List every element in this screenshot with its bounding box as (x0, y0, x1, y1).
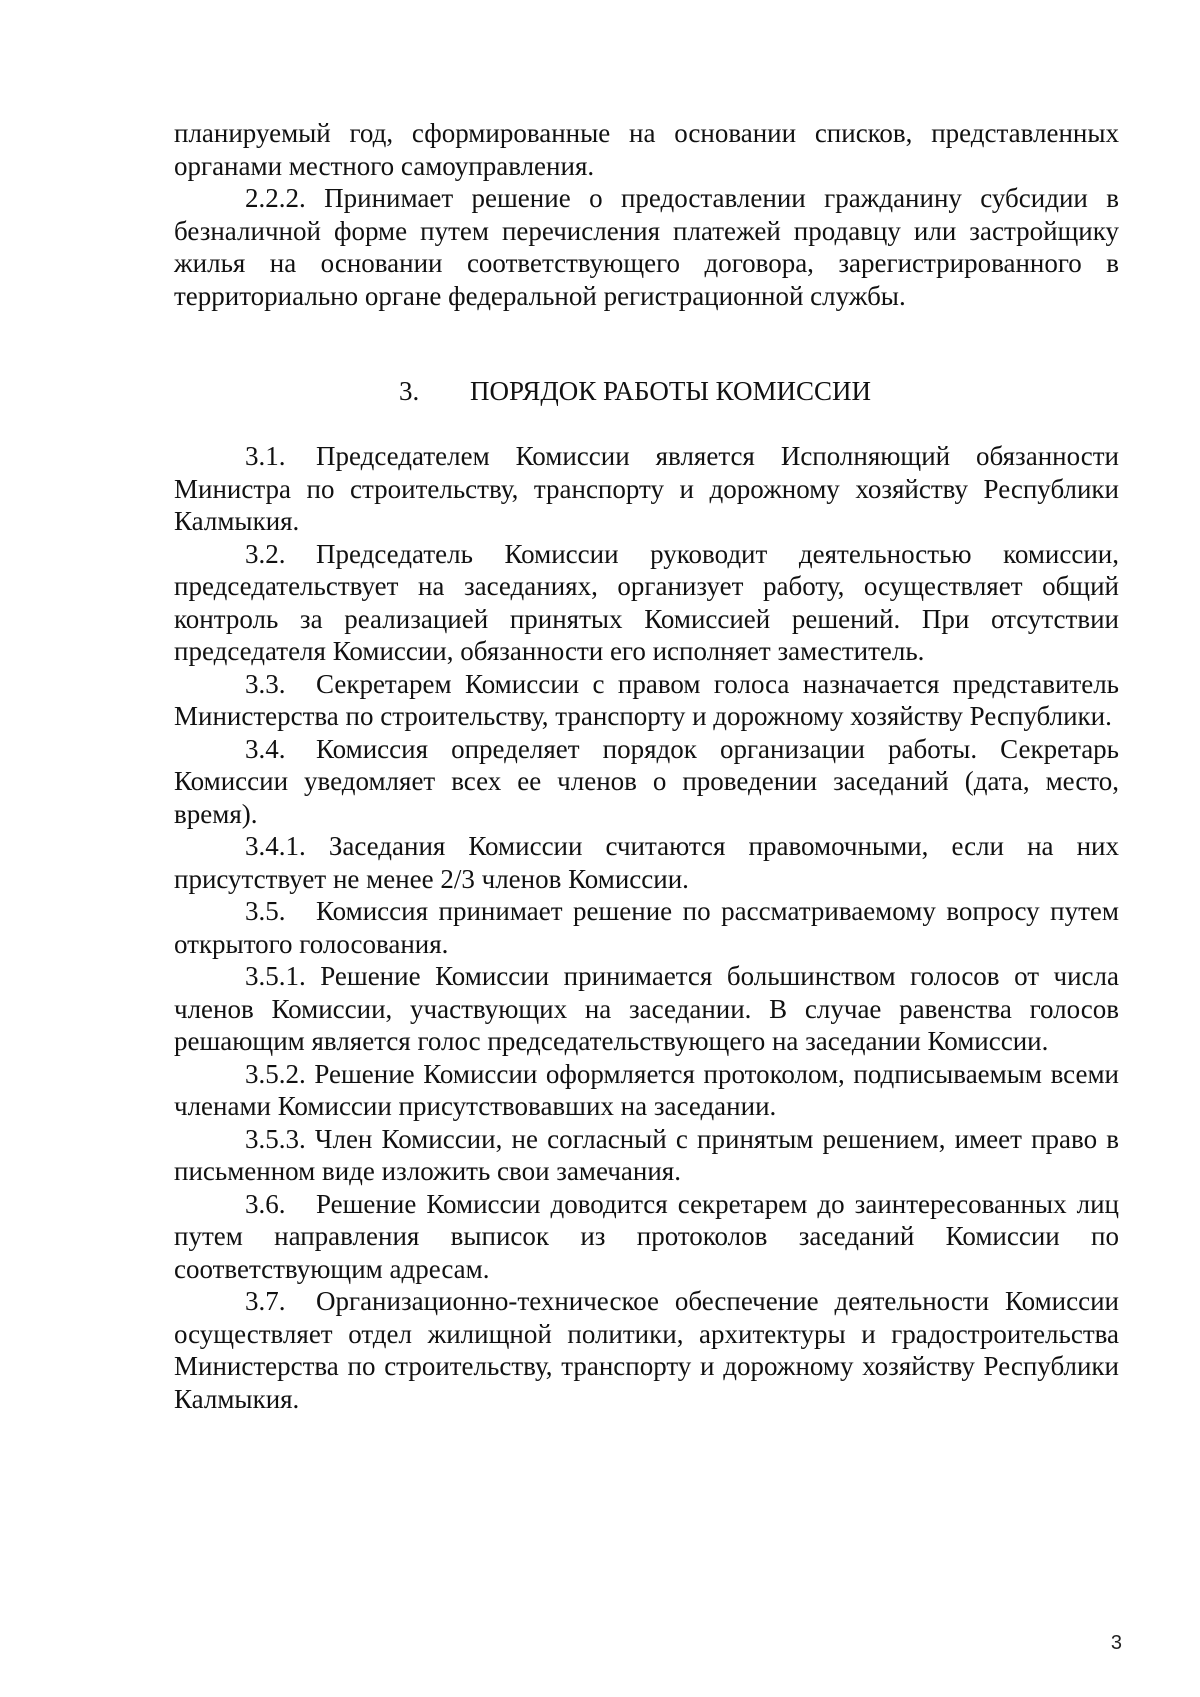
paragraph-3-7 (174, 1285, 1119, 1415)
paragraph-continued: планируемый год, сформированные на основании списков, представленных органами местного самоуправления. (174, 118, 1119, 181)
paragraph-text: Член Комиссии, не согласный с принятым решением, имеет право в письменном виде изложить свои замечания. (174, 1123, 1119, 1186)
paragraph-text: Председатель Комиссии руководит деятельностью комиссии, председательствует на заседаниях, организует работу, осуществляет общий контроль за реализацией принятых Комиссией решений. При отсутствии председателя Комиссии, обязанности его исполняет заместитель. (174, 538, 1119, 666)
paragraph-text: Заседания Комиссии считаются правомочными, если на них присутствует не менее 2/3 членов Комиссии. (174, 831, 1119, 894)
paragraph-3-2 (174, 538, 1119, 668)
paragraph-number: 3.5.1. (245, 961, 306, 991)
paragraph-2-2-2: 2.2.2. Принимает решение о предоставлении гражданину субсидии в безналичной форме путем перечисления платежей продавцу или застройщику жилья на основании соответствующего договора, зарегистрированного в территориально органе федеральной регистрационной службы. (174, 183, 1119, 311)
paragraph-number: 3.5. (245, 896, 286, 926)
paragraph-number: 3.6. (245, 1188, 286, 1219)
paragraph-number: 3.5.2. (245, 1058, 306, 1089)
paragraph-3-6 (174, 1188, 1119, 1286)
page-number: 3 (1110, 1632, 1122, 1654)
paragraph-text: Комиссия определяет порядок организации работы. Секретарь Комиссии уведомляет всех ее членов о проведении заседаний (дата, место, время). (174, 733, 1119, 829)
section-number: 3. (399, 376, 420, 406)
paragraph-number: 3.1. (245, 441, 286, 471)
paragraph-text: Решение Комиссии оформляется протоколом, подписываемым всеми членами Комиссии присутствовавших на заседании. (174, 1058, 1119, 1121)
paragraph-3-5-3 (174, 1123, 1119, 1188)
paragraph-3-5 (174, 895, 1119, 960)
paragraph-number: 3.7. (245, 1286, 286, 1316)
paragraph-number: 3.4.1. (245, 831, 306, 861)
paragraph-number: 3.4. (245, 733, 286, 764)
paragraph-3-5-2 (174, 1058, 1119, 1123)
section-3-body (174, 440, 1119, 1415)
paragraph-text: Секретарем Комиссии с правом голоса назначается представитель Министерства по строительству, транспорту и дорожному хозяйству Республики. (174, 668, 1119, 731)
paragraph-text: Решение Комиссии принимается большинством голосов от числа членов Комиссии, участвующих на заседании. В случае равенства голосов решающим является голос председательствующего на заседании Комиссии. (174, 961, 1119, 1056)
paragraph-3-5-1 (174, 960, 1119, 1058)
paragraph-3-1 (174, 440, 1119, 538)
paragraph-3-3 (174, 668, 1119, 733)
paragraph-text: Председателем Комиссии является Исполняющий обязанности Министра по строительству, транспорту и дорожному хозяйству Республики Калмыкия. (174, 441, 1119, 536)
paragraph-3-4-1 (174, 830, 1119, 895)
section-title: ПОРЯДОК РАБОТЫ КОМИССИИ (470, 376, 872, 406)
section-2-continuation (174, 117, 1119, 312)
paragraph-3-4 (174, 733, 1119, 831)
paragraph-text: Комиссия принимает решение по рассматриваемому вопросу путем открытого голосования. (174, 896, 1119, 959)
paragraph-number: 3.2. (245, 538, 286, 569)
paragraph-text: Решение Комиссии доводится секретарем до заинтересованных лиц путем направления выписок из протоколов заседаний Комиссии по соответствующим адресам. (174, 1188, 1119, 1284)
paragraph-number: 3.3. (245, 668, 286, 699)
paragraph-number: 3.5.3. (245, 1123, 306, 1154)
paragraph-text: Организационно-техническое обеспечение деятельности Комиссии осуществляет отдел жилищной политики, архитектуры и градостроительства Министерства по строительству, транспорту и дорожному хозяйству Республики Калмыкия. (174, 1286, 1119, 1414)
